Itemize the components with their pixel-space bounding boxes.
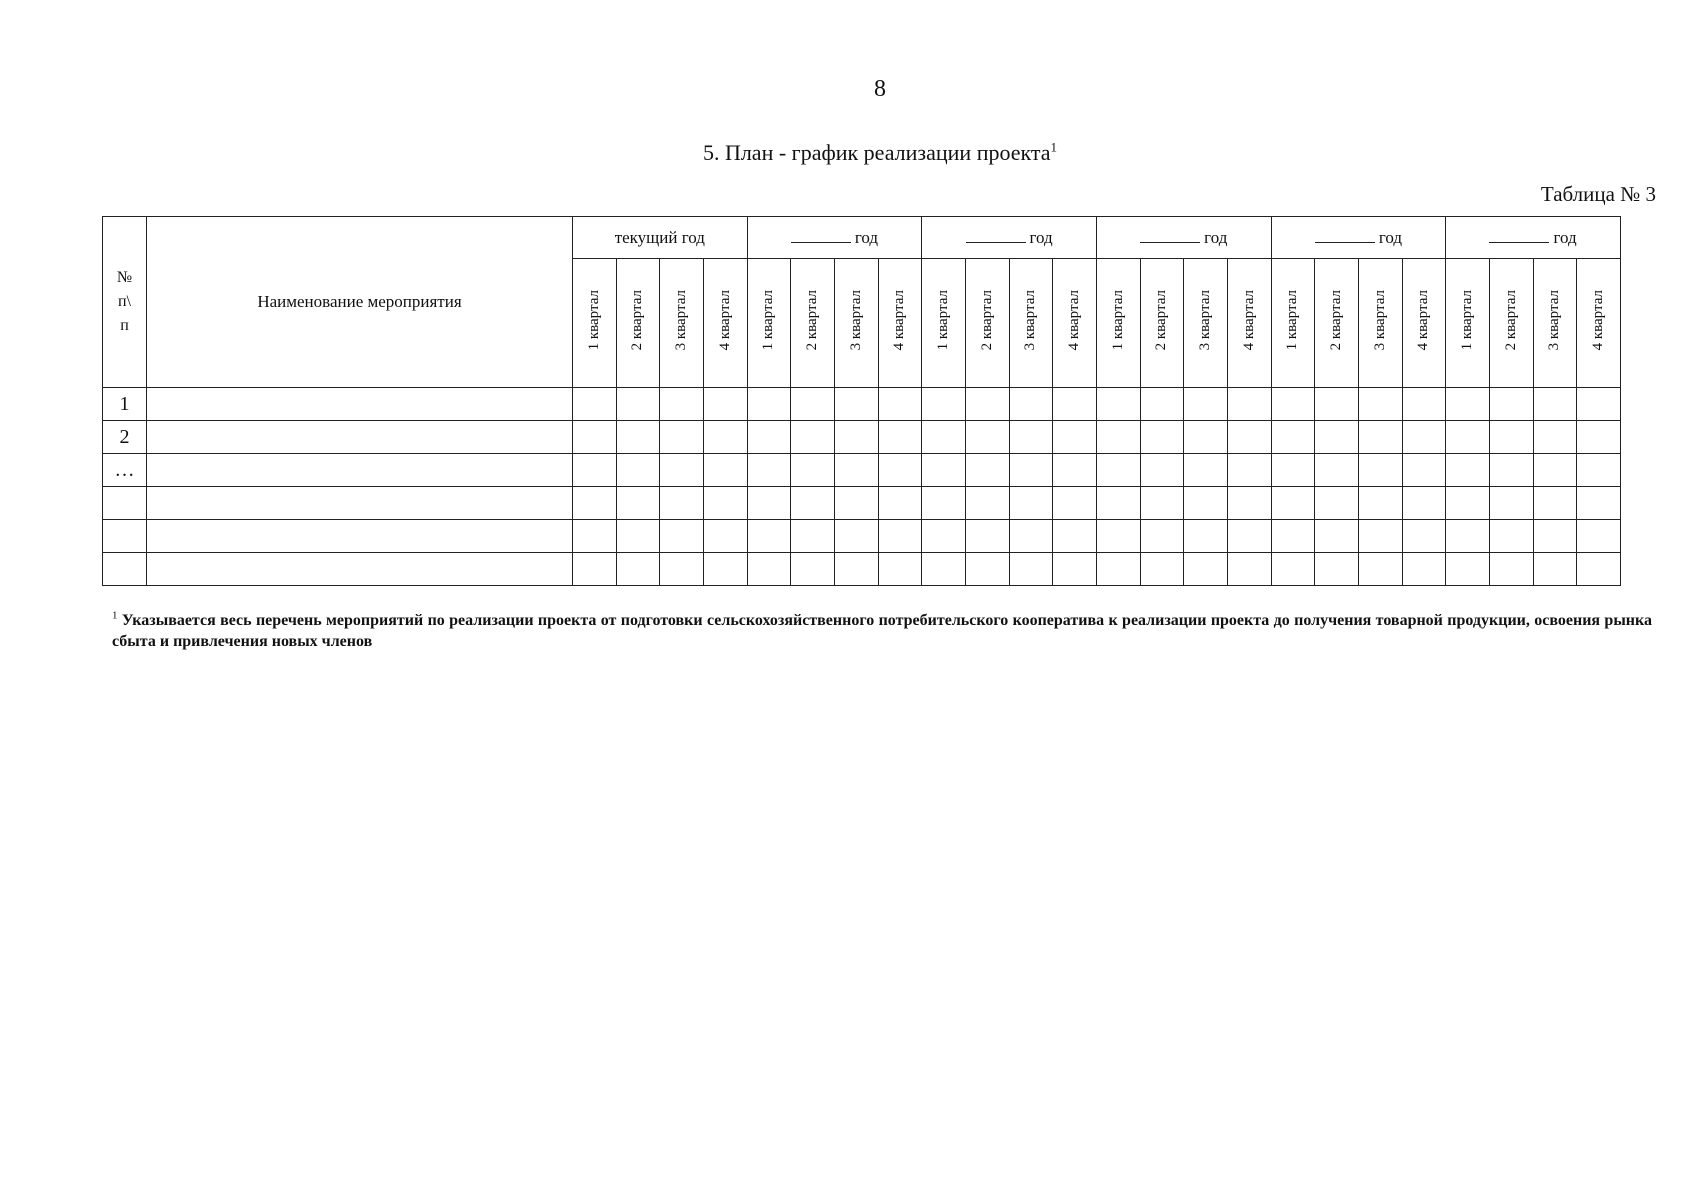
quarter-header — [1315, 259, 1359, 388]
quarter-cell[interactable] — [1533, 487, 1577, 520]
quarter-header — [1184, 259, 1228, 388]
quarter-cell[interactable] — [922, 520, 966, 553]
quarter-cell[interactable] — [1358, 487, 1402, 520]
year-blank-line — [791, 228, 851, 243]
quarter-cell[interactable] — [616, 421, 660, 454]
quarter-cell[interactable] — [1053, 421, 1097, 454]
quarter-cell[interactable] — [660, 553, 704, 586]
quarter-header — [1140, 259, 1184, 388]
quarter-cell[interactable] — [1489, 553, 1533, 586]
quarter-header — [1402, 259, 1446, 388]
quarter-cell[interactable] — [616, 454, 660, 487]
quarter-header — [1358, 259, 1402, 388]
quarter-cell[interactable] — [573, 454, 617, 487]
quarter-cell[interactable] — [878, 553, 922, 586]
schedule-table-container — [102, 216, 1620, 586]
year-header-label: текущий год — [614, 227, 705, 247]
quarter-cell[interactable] — [1227, 388, 1271, 421]
quarter-cell[interactable] — [922, 553, 966, 586]
quarter-label: 3 квартал — [673, 290, 690, 351]
activity-name-cell[interactable] — [147, 487, 573, 520]
quarter-cell[interactable] — [1446, 487, 1490, 520]
quarter-cell[interactable] — [1577, 553, 1621, 586]
quarter-label: 2 квартал — [978, 290, 995, 351]
quarter-cell[interactable] — [922, 454, 966, 487]
table-row — [103, 388, 1621, 421]
quarter-cell[interactable] — [1184, 520, 1228, 553]
quarter-cell[interactable] — [747, 487, 791, 520]
quarter-cell[interactable] — [1140, 487, 1184, 520]
quarter-header — [1533, 259, 1577, 388]
activity-name-cell[interactable] — [147, 553, 573, 586]
quarter-cell[interactable] — [922, 388, 966, 421]
quarter-cell[interactable] — [1489, 520, 1533, 553]
activity-name-cell[interactable] — [147, 388, 573, 421]
quarter-header — [922, 259, 966, 388]
quarter-cell[interactable] — [1402, 520, 1446, 553]
quarter-cell[interactable] — [1577, 454, 1621, 487]
quarter-label: 3 квартал — [847, 290, 864, 351]
quarter-cell[interactable] — [1227, 553, 1271, 586]
quarter-cell[interactable] — [703, 487, 747, 520]
quarter-cell[interactable] — [1184, 553, 1228, 586]
quarter-cell[interactable] — [834, 388, 878, 421]
quarter-cell[interactable] — [1053, 487, 1097, 520]
quarter-cell[interactable] — [1489, 487, 1533, 520]
quarter-cell[interactable] — [747, 520, 791, 553]
quarter-label: 4 квартал — [891, 290, 908, 351]
year-header-label: год — [1378, 227, 1403, 247]
activity-name-cell[interactable] — [147, 421, 573, 454]
quarter-cell[interactable] — [660, 454, 704, 487]
quarter-label: 4 квартал — [1240, 290, 1257, 351]
quarter-cell[interactable] — [1009, 388, 1053, 421]
quarter-cell[interactable] — [1009, 553, 1053, 586]
quarter-cell[interactable] — [791, 520, 835, 553]
table-row — [103, 487, 1621, 520]
quarter-cell[interactable] — [1358, 553, 1402, 586]
table-row — [103, 454, 1621, 487]
quarter-cell[interactable] — [878, 520, 922, 553]
year-blank-line — [1315, 228, 1375, 243]
quarter-cell[interactable] — [1140, 388, 1184, 421]
activity-name-cell[interactable] — [147, 454, 573, 487]
quarter-cell[interactable] — [703, 388, 747, 421]
quarter-cell[interactable] — [834, 553, 878, 586]
year-header-3 — [1096, 217, 1271, 259]
quarter-cell[interactable] — [965, 388, 1009, 421]
quarter-label: 3 квартал — [1197, 290, 1214, 351]
quarter-cell[interactable] — [616, 388, 660, 421]
quarter-cell[interactable] — [791, 421, 835, 454]
year-header-5 — [1446, 217, 1621, 259]
quarter-cell[interactable] — [1315, 421, 1359, 454]
year-header-0 — [573, 217, 748, 259]
quarter-cell[interactable] — [1009, 454, 1053, 487]
quarter-cell[interactable] — [660, 388, 704, 421]
footnote — [112, 610, 1652, 652]
quarter-cell[interactable] — [1446, 454, 1490, 487]
quarter-cell[interactable] — [1009, 421, 1053, 454]
row-number: … — [103, 454, 147, 487]
quarter-cell[interactable] — [1009, 520, 1053, 553]
quarter-cell[interactable] — [747, 553, 791, 586]
quarter-cell[interactable] — [878, 487, 922, 520]
quarter-cell[interactable] — [965, 487, 1009, 520]
quarter-cell[interactable] — [1358, 454, 1402, 487]
quarter-cell[interactable] — [965, 454, 1009, 487]
quarter-cell[interactable] — [1053, 454, 1097, 487]
quarter-cell[interactable] — [1096, 553, 1140, 586]
row-number — [103, 520, 147, 553]
quarter-cell[interactable] — [1446, 421, 1490, 454]
quarter-cell[interactable] — [1315, 454, 1359, 487]
quarter-header — [1227, 259, 1271, 388]
year-blank-line — [966, 228, 1026, 243]
quarter-cell[interactable] — [1446, 553, 1490, 586]
quarter-cell[interactable] — [1271, 454, 1315, 487]
quarter-cell[interactable] — [1358, 421, 1402, 454]
quarter-cell[interactable] — [616, 520, 660, 553]
table-number: Таблица № 3 — [1540, 182, 1656, 206]
year-header-row — [103, 217, 1621, 259]
quarter-cell[interactable] — [922, 487, 966, 520]
quarter-header — [834, 259, 878, 388]
quarter-cell[interactable] — [834, 454, 878, 487]
quarter-label: 1 квартал — [935, 290, 952, 351]
year-header-1 — [747, 217, 922, 259]
quarter-cell[interactable] — [747, 388, 791, 421]
quarter-cell[interactable] — [1271, 388, 1315, 421]
quarter-label: 1 квартал — [585, 290, 602, 351]
quarter-cell[interactable] — [1140, 553, 1184, 586]
year-header-label: год — [854, 227, 879, 247]
quarter-cell[interactable] — [791, 487, 835, 520]
quarter-cell[interactable] — [703, 454, 747, 487]
quarter-cell[interactable] — [791, 388, 835, 421]
quarter-cell[interactable] — [1096, 520, 1140, 553]
quarter-cell[interactable] — [1053, 553, 1097, 586]
quarter-label: 2 квартал — [1328, 290, 1345, 351]
quarter-cell[interactable] — [1489, 454, 1533, 487]
quarter-cell[interactable] — [1402, 553, 1446, 586]
quarter-cell[interactable] — [1271, 553, 1315, 586]
quarter-cell[interactable] — [616, 487, 660, 520]
quarter-cell[interactable] — [1315, 553, 1359, 586]
quarter-label: 3 квартал — [1546, 290, 1563, 351]
quarter-cell[interactable] — [1358, 388, 1402, 421]
quarter-cell[interactable] — [747, 421, 791, 454]
quarter-cell[interactable] — [1184, 454, 1228, 487]
quarter-cell[interactable] — [573, 388, 617, 421]
row-number: 2 — [103, 421, 147, 454]
quarter-header — [965, 259, 1009, 388]
quarter-cell[interactable] — [1184, 487, 1228, 520]
quarter-cell[interactable] — [1227, 487, 1271, 520]
quarter-label: 2 квартал — [1502, 290, 1519, 351]
quarter-cell[interactable] — [703, 520, 747, 553]
schedule-body — [103, 388, 1621, 586]
quarter-cell[interactable] — [965, 421, 1009, 454]
quarter-cell[interactable] — [834, 487, 878, 520]
quarter-cell[interactable] — [1577, 421, 1621, 454]
quarter-cell[interactable] — [1402, 421, 1446, 454]
quarter-header — [1489, 259, 1533, 388]
quarter-cell[interactable] — [703, 421, 747, 454]
quarter-label: 2 квартал — [1153, 290, 1170, 351]
row-number — [103, 487, 147, 520]
quarter-cell[interactable] — [1096, 454, 1140, 487]
quarter-label: 4 квартал — [1590, 290, 1607, 351]
quarter-cell[interactable] — [1315, 487, 1359, 520]
quarter-cell[interactable] — [1402, 454, 1446, 487]
schedule-table — [102, 216, 1621, 586]
title-footnote-mark: 1 — [1050, 139, 1058, 155]
quarter-cell[interactable] — [1096, 487, 1140, 520]
year-blank-line — [1489, 228, 1549, 243]
quarter-cell[interactable] — [1402, 388, 1446, 421]
quarter-label: 1 квартал — [1109, 290, 1126, 351]
quarter-cell[interactable] — [1227, 520, 1271, 553]
quarter-cell[interactable] — [1140, 421, 1184, 454]
quarter-cell[interactable] — [1489, 421, 1533, 454]
quarter-cell[interactable] — [1271, 520, 1315, 553]
quarter-cell[interactable] — [1533, 553, 1577, 586]
year-header-2 — [922, 217, 1097, 259]
quarter-cell[interactable] — [791, 454, 835, 487]
quarter-cell[interactable] — [1096, 421, 1140, 454]
quarter-cell[interactable] — [1053, 388, 1097, 421]
quarter-label: 1 квартал — [760, 290, 777, 351]
quarter-cell[interactable] — [573, 487, 617, 520]
table-row — [103, 553, 1621, 586]
quarter-cell[interactable] — [1489, 388, 1533, 421]
footnote-mark: 1 — [112, 609, 118, 622]
quarter-header — [573, 259, 617, 388]
quarter-cell[interactable] — [1358, 520, 1402, 553]
quarter-label: 4 квартал — [1066, 290, 1083, 351]
quarter-cell[interactable] — [1009, 487, 1053, 520]
quarter-header — [747, 259, 791, 388]
quarter-cell[interactable] — [573, 421, 617, 454]
footnote-text: Указывается весь перечень мероприятий по реализации проекта от подготовки сельскохозяйственного потребительского кооператива к реализации проекта до получения товарной продукции, освоения рынка сбыта и привлечения новых членов — [112, 612, 1653, 650]
quarter-cell[interactable] — [1533, 388, 1577, 421]
quarter-cell[interactable] — [965, 553, 1009, 586]
quarter-label: 1 квартал — [1459, 290, 1476, 351]
quarter-header — [1096, 259, 1140, 388]
quarter-cell[interactable] — [922, 421, 966, 454]
quarter-cell[interactable] — [1446, 388, 1490, 421]
quarter-cell[interactable] — [1271, 421, 1315, 454]
quarter-cell[interactable] — [747, 454, 791, 487]
table-row — [103, 520, 1621, 553]
section-title — [0, 140, 1696, 166]
quarter-header — [1577, 259, 1621, 388]
quarter-cell[interactable] — [1402, 487, 1446, 520]
section-title-text: 5. План - график реализации проекта — [702, 140, 1051, 165]
quarter-header — [616, 259, 660, 388]
quarter-header — [1271, 259, 1315, 388]
activity-name-cell[interactable] — [147, 520, 573, 553]
quarter-cell[interactable] — [1533, 454, 1577, 487]
quarter-cell[interactable] — [1315, 520, 1359, 553]
year-header-label: год — [1204, 227, 1228, 247]
quarter-cell[interactable] — [965, 520, 1009, 553]
quarter-cell[interactable] — [573, 520, 617, 553]
quarter-cell[interactable] — [1533, 520, 1577, 553]
table-row — [103, 421, 1621, 454]
quarter-header — [1446, 259, 1490, 388]
quarter-label: 2 квартал — [804, 290, 821, 351]
row-number — [103, 553, 147, 586]
quarter-cell[interactable] — [878, 421, 922, 454]
quarter-cell[interactable] — [834, 520, 878, 553]
quarter-header — [703, 259, 747, 388]
quarter-cell[interactable] — [1533, 421, 1577, 454]
quarter-cell[interactable] — [791, 553, 835, 586]
quarter-cell[interactable] — [1577, 520, 1621, 553]
quarter-label: 4 квартал — [1415, 290, 1432, 351]
year-header-label: год — [1553, 227, 1577, 247]
quarter-cell[interactable] — [1227, 454, 1271, 487]
quarter-cell[interactable] — [1227, 421, 1271, 454]
num-header: № п\ п — [103, 217, 147, 388]
year-header-label: год — [1029, 227, 1053, 247]
quarter-cell[interactable] — [703, 553, 747, 586]
quarter-cell[interactable] — [1096, 388, 1140, 421]
quarter-header — [660, 259, 704, 388]
row-number: 1 — [103, 388, 147, 421]
quarter-cell[interactable] — [616, 553, 660, 586]
quarter-label: 3 квартал — [1022, 290, 1039, 351]
quarter-cell[interactable] — [1577, 487, 1621, 520]
quarter-cell[interactable] — [878, 454, 922, 487]
quarter-header — [791, 259, 835, 388]
quarter-cell[interactable] — [1053, 520, 1097, 553]
quarter-cell[interactable] — [1315, 388, 1359, 421]
quarter-label: 4 квартал — [716, 290, 733, 351]
page-number: 8 — [874, 76, 886, 102]
name-header: Наименование мероприятия — [147, 217, 573, 388]
quarter-cell[interactable] — [573, 553, 617, 586]
quarter-cell[interactable] — [1271, 487, 1315, 520]
quarter-label: 2 квартал — [629, 290, 646, 351]
quarter-cell[interactable] — [660, 487, 704, 520]
quarter-cell[interactable] — [878, 388, 922, 421]
quarter-cell[interactable] — [1577, 388, 1621, 421]
year-blank-line — [1140, 228, 1200, 243]
quarter-cell[interactable] — [1184, 421, 1228, 454]
quarter-cell[interactable] — [660, 421, 704, 454]
quarter-header — [878, 259, 922, 388]
quarter-cell[interactable] — [834, 421, 878, 454]
quarter-cell[interactable] — [1140, 454, 1184, 487]
quarter-label: 3 квартал — [1371, 290, 1388, 351]
quarter-cell[interactable] — [1446, 520, 1490, 553]
quarter-cell[interactable] — [1184, 388, 1228, 421]
year-header-4 — [1271, 217, 1446, 259]
quarter-label: 1 квартал — [1284, 290, 1301, 351]
quarter-cell[interactable] — [1140, 520, 1184, 553]
quarter-header — [1009, 259, 1053, 388]
quarter-header — [1053, 259, 1097, 388]
quarter-cell[interactable] — [660, 520, 704, 553]
